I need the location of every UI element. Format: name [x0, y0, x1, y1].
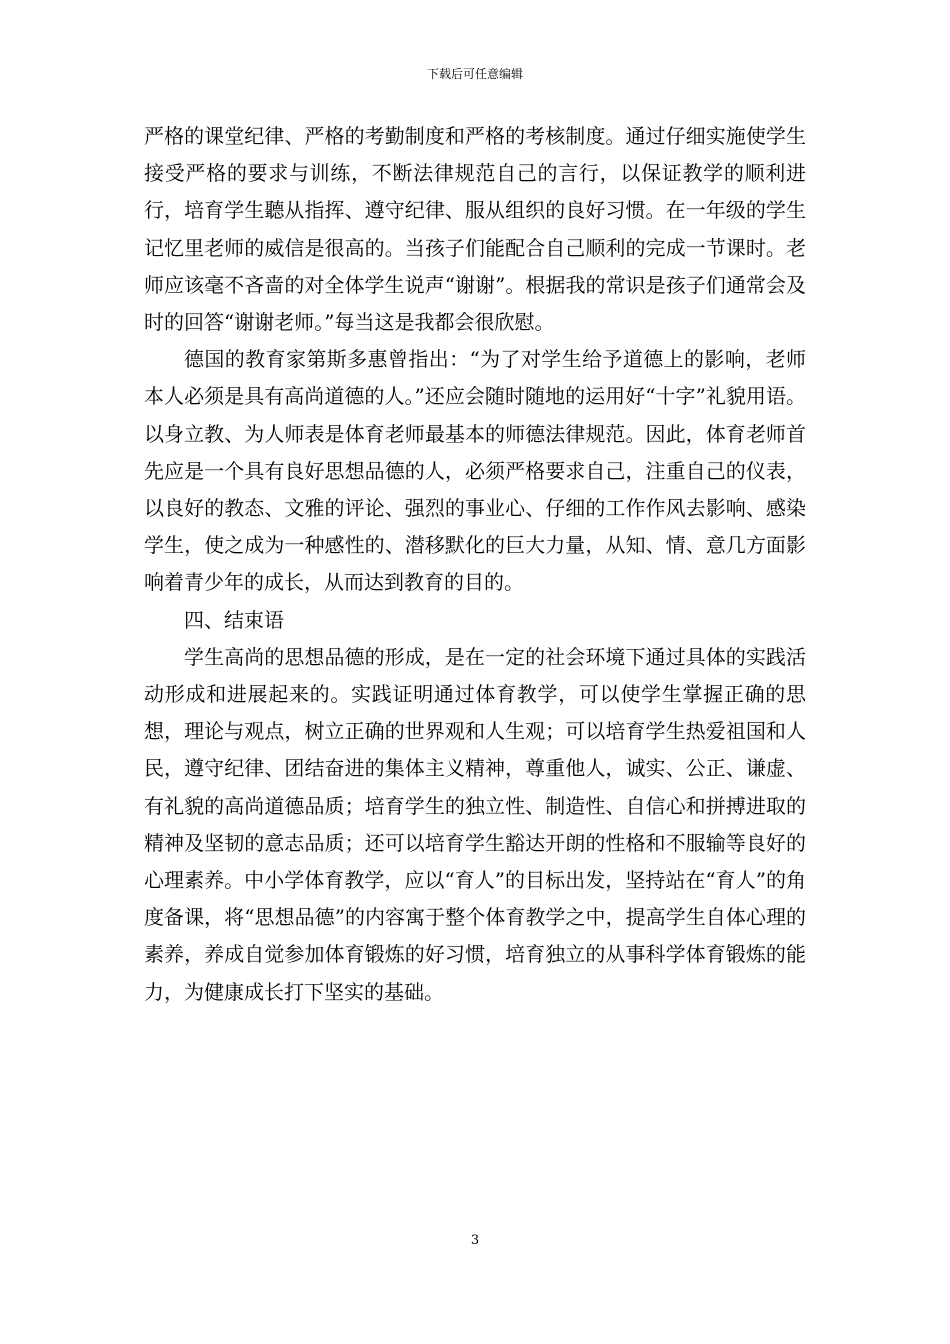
- page-number: 3: [470, 1233, 480, 1248]
- document-body: [144, 118, 806, 1011]
- paragraph-discipline: 严格的课堂纪律、严格的考勤制度和严格的考核制度。通过仔细实施使学生接受严格的要求与训练，不断法律规范自己的言行，以保证教学的顺利进行，培育学生聽从指挥、遵守纪律、服从组织的良好习惯。在一年级的学生记忆里老师的威信是很高的。当孩子们能配合自己顺利的完成一节课时。老师应该毫不吝啬的对全体学生说声“谢谢”。根据我的常识是孩子们通常会及时的回答“谢谢老师。”每当这是我都会很欣慰。: [144, 124, 806, 335]
- page-header: 下载后可任意编辑: [426, 67, 523, 81]
- paragraph-teacher-morals: 德国的教育家第斯多惠曾指出：“为了对学生给予道德上的影响，老师本人必须是具有高尚道德的人。”还应会随时随地的运用好“十字”礼貌用语。以身立教、为人师表是体育老师最基本的师德法律规范。因此，体育老师首先应是一个具有良好思想品德的人，必须严格要求自己，注重自己的仪表，以良好的教态、文雅的评论、强烈的事业心、仔细的工作作风去影响、感染学生，使之成为一种感性的、潜移默化的巨大力量，从知、情、意几方面影响着青少年的成长，从而达到教育的目的。: [144, 347, 806, 595]
- paragraph-conclusion: 学生高尚的思想品德的形成，是在一定的社会环境下通过具体的实践活动形成和进展起来的。实践证明通过体育教学，可以使学生掌握正确的思想，理论与观点，树立正确的世界观和人生观；可以培育学生热爱祖国和人民，遵守纪律、团结奋进的集体主义精神，尊重他人，诚实、公正、谦虚、有礼貌的高尚道德品质；培育学生的独立性、制造性、自信心和拼搏进取的精神及坚韧的意志品质；还可以培育学生豁达开朗的性格和不服输等良好的心理素养。中小学体育教学，应以“育人”的目标出发，坚持站在“育人”的角度备课，将“思想品德”的内容寓于整个体育教学之中，提高学生自体心理的素养，养成自觉参加体育锻炼的好习惯，培育独立的从事科学体育锻炼的能力，为健康成长打下坚实的基础。: [144, 644, 806, 1004]
- section-heading-conclusion: 四、结束语: [184, 607, 284, 632]
